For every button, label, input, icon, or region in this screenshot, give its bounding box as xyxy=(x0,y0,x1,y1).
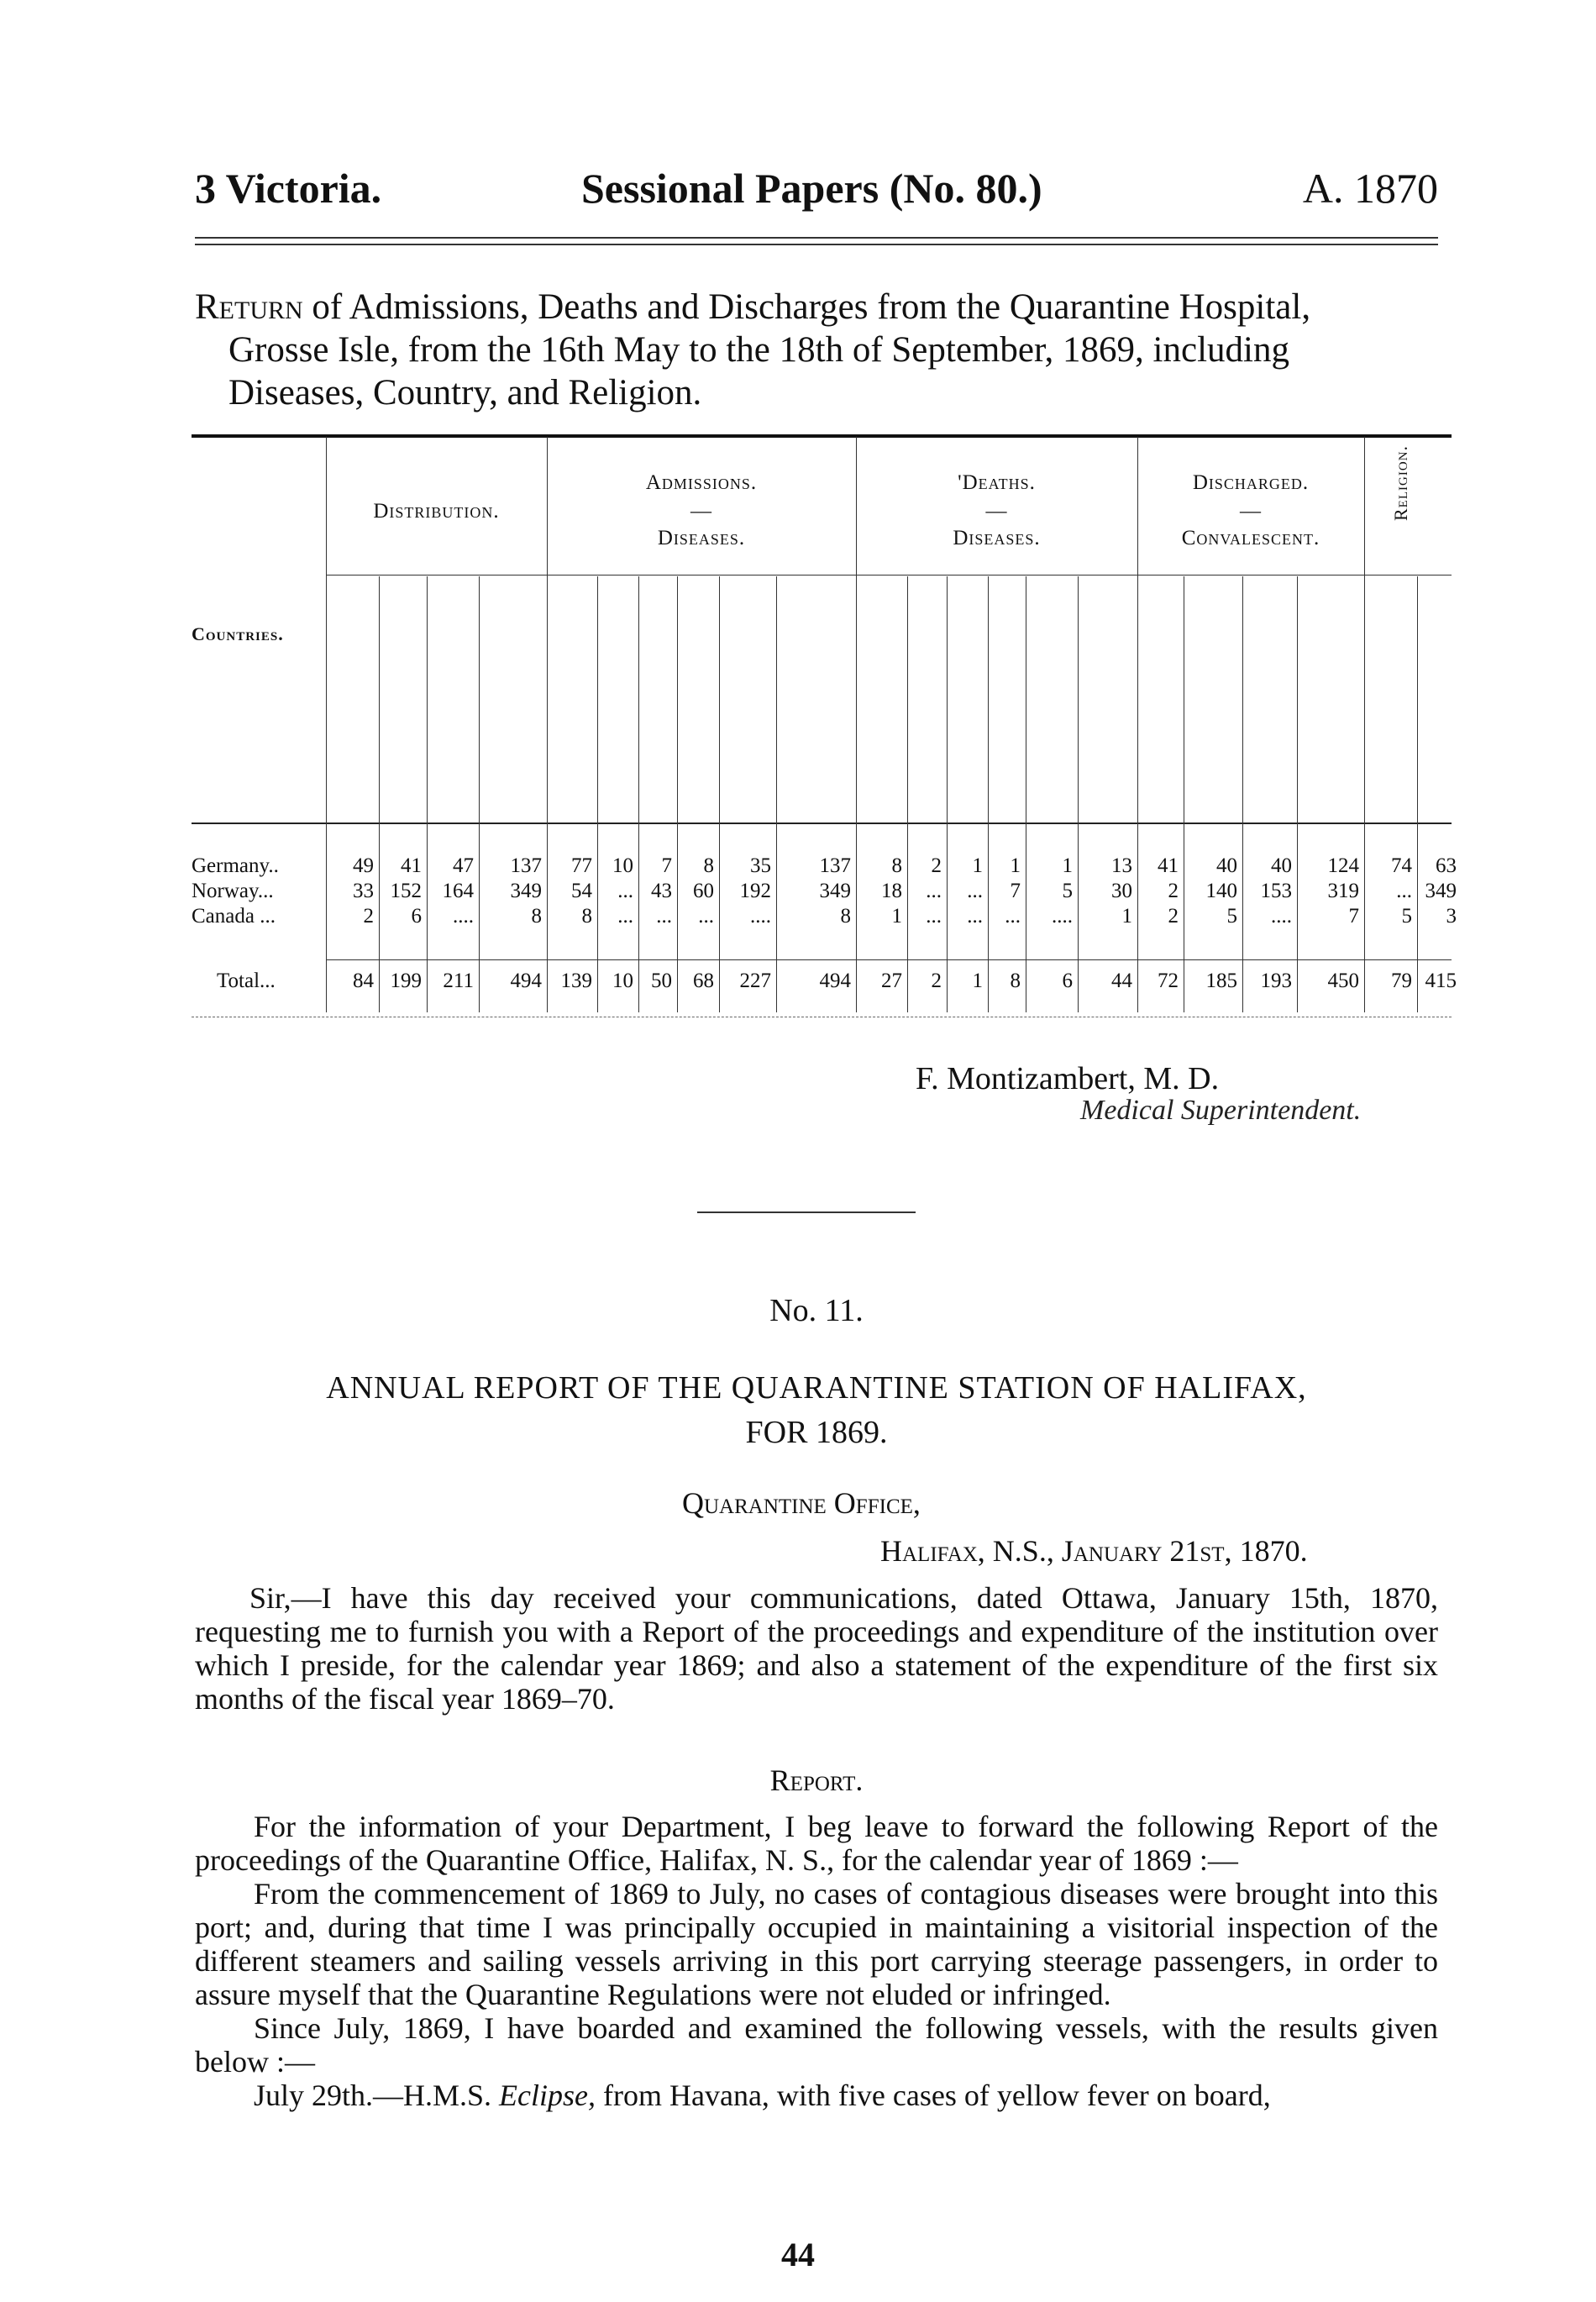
column-rule xyxy=(947,576,948,1012)
data-row-cell: 7 xyxy=(661,854,672,877)
data-row-cell: 5 xyxy=(1062,880,1073,902)
header-year: A. 1870 xyxy=(1302,165,1438,212)
data-row-cell: 3 xyxy=(1446,905,1457,928)
section-divider xyxy=(697,1211,916,1213)
data-row-cell: 349 xyxy=(1425,880,1457,902)
total-row-cell: 2 xyxy=(931,970,942,992)
column-rule xyxy=(1242,576,1243,1012)
data-row-cell: 1 xyxy=(972,854,983,877)
group-admissions-dash: — xyxy=(690,500,712,523)
data-row-cell: ... xyxy=(967,905,983,928)
data-row-cell: 5 xyxy=(1226,905,1237,928)
data-row-cell: .... xyxy=(1052,905,1073,928)
data-row-cell: .... xyxy=(750,905,771,928)
title-lead: Return xyxy=(195,287,303,327)
data-row-cell: .... xyxy=(1271,905,1292,928)
data-row-cell: 41 xyxy=(401,854,422,877)
row-canada-name: Canada ... xyxy=(192,905,276,928)
data-row-cell: 49 xyxy=(353,854,374,877)
header-session: 3 Victoria. xyxy=(195,165,382,212)
column-rule xyxy=(479,576,480,1012)
total-row-cell: 450 xyxy=(1327,970,1359,992)
header-rule-top xyxy=(195,237,1438,239)
total-row-cell: 139 xyxy=(560,970,592,992)
data-row-cell: ... xyxy=(617,880,633,902)
signature-name: F. Montizambert, M. D. xyxy=(916,1061,1220,1096)
total-row-cell: 8 xyxy=(1010,970,1021,992)
data-row-cell: ... xyxy=(926,880,942,902)
group-deaths: 'Deaths. xyxy=(958,471,1036,494)
data-row-cell: 6 xyxy=(411,905,422,928)
data-row-cell: 164 xyxy=(442,880,474,902)
column-rule xyxy=(427,576,428,1012)
data-row-cell: 7 xyxy=(1010,880,1021,902)
table-rule-header xyxy=(192,823,1452,824)
group-admissions: Admissions. xyxy=(645,471,758,494)
row-total-name: Total... xyxy=(217,970,276,992)
data-row-cell: 140 xyxy=(1205,880,1237,902)
data-row-cell: 18 xyxy=(881,880,902,902)
salutation-text: Sir,—I have this day received your communications, dated Ottawa, January 15th, 1870, requesting me to furnish you with a Report of the proceedings and expenditure of the institution over which I preside, for the calendar year 1869; and also a statement of the expenditure of the first six months of the fiscal year 1869–70. xyxy=(195,1581,1438,1716)
data-row-cell: 124 xyxy=(1327,854,1359,877)
column-rule xyxy=(638,576,639,1012)
total-row-cell: 193 xyxy=(1260,970,1292,992)
group-discharged-convalescent: Convalescent. xyxy=(1181,527,1320,549)
report-paragraph-2: From the commencement of 1869 to July, no cases of contagious diseases were brought into this port; and, during that time I was principally occupied in maintaining a visitorial inspection of the different steamers and sailing vessels arriving in this port carrying steerage passengers, in order to assure myself that the Quarantine Regulations were not eluded or infringed. xyxy=(195,1877,1438,2011)
report-body xyxy=(195,1810,1438,2112)
total-row-cell: 494 xyxy=(510,970,542,992)
data-row-cell: 2 xyxy=(931,854,942,877)
column-rule xyxy=(1297,576,1298,1012)
total-row-cell: 84 xyxy=(353,970,374,992)
data-row-cell: 8 xyxy=(531,905,542,928)
column-rule xyxy=(677,576,678,1012)
data-row-cell: ... xyxy=(617,905,633,928)
row-norway-name: Norway... xyxy=(192,880,274,902)
report-paragraph-4: July 29th.—H.M.S. Eclipse, from Havana, with five cases of yellow fever on board, xyxy=(254,2079,1271,2112)
data-row-cell: 33 xyxy=(353,880,374,902)
title-line3: Diseases, Country, and Religion. xyxy=(228,373,702,413)
data-row-cell: 137 xyxy=(819,854,851,877)
group-deaths-diseases: Diseases. xyxy=(953,527,1041,549)
title-line2: Grosse Isle, from the 16th May to the 18th of September, 1869, including xyxy=(228,330,1289,370)
total-row-cell: 227 xyxy=(739,970,771,992)
data-row-cell: 319 xyxy=(1327,880,1359,902)
report-paragraph-3: Since July, 1869, I have boarded and examined the following vessels, with the results given below :— xyxy=(195,2011,1438,2079)
data-row-cell: 192 xyxy=(739,880,771,902)
title-line1: of Admissions, Deaths and Discharges from the Quarantine Hospital, xyxy=(302,287,1311,327)
total-row-cell: 10 xyxy=(612,970,633,992)
data-row-cell: 40 xyxy=(1216,854,1237,877)
salutation-paragraph xyxy=(195,1581,1438,1716)
data-row-cell: 1 xyxy=(1062,854,1073,877)
data-row-cell: 77 xyxy=(571,854,592,877)
total-row-cell: 79 xyxy=(1391,970,1412,992)
data-row-cell: 2 xyxy=(1168,905,1179,928)
countries-label: Countries. xyxy=(192,623,284,644)
data-row-cell: 5 xyxy=(1401,905,1412,928)
data-row-cell: ... xyxy=(967,880,983,902)
data-row-cell: 349 xyxy=(819,880,851,902)
data-row-cell: 41 xyxy=(1158,854,1179,877)
data-row-cell: 2 xyxy=(363,905,374,928)
data-row-cell: 35 xyxy=(750,854,771,877)
data-row-cell: ... xyxy=(656,905,672,928)
data-row-cell: ... xyxy=(1005,905,1021,928)
table-title xyxy=(195,286,1438,414)
column-rule xyxy=(776,576,777,1012)
data-row-cell: 7 xyxy=(1348,905,1359,928)
column-rule xyxy=(988,576,989,1012)
data-row-cell: 74 xyxy=(1391,854,1412,877)
report-heading-line2: FOR 1869. xyxy=(745,1415,888,1450)
total-row-cell: 50 xyxy=(651,970,672,992)
total-row-cell: 185 xyxy=(1205,970,1237,992)
data-row-cell: 2 xyxy=(1168,880,1179,902)
column-rule xyxy=(1078,576,1079,1012)
report-section-heading: Report. xyxy=(769,1763,864,1797)
column-rule xyxy=(1417,576,1418,1012)
data-row-cell: 137 xyxy=(510,854,542,877)
data-row-cell: ... xyxy=(1396,880,1412,902)
table-rule-total xyxy=(326,959,1452,960)
data-row-cell: 63 xyxy=(1436,854,1457,877)
total-row-cell: 27 xyxy=(881,970,902,992)
table-rule-groups xyxy=(326,575,1452,576)
group-religion: Religion. xyxy=(1390,445,1411,521)
column-rule xyxy=(379,576,380,1012)
running-header xyxy=(195,164,1438,214)
total-row-cell: 494 xyxy=(819,970,851,992)
total-row-cell: 68 xyxy=(693,970,714,992)
column-rule xyxy=(597,576,598,1012)
data-row-cell: ... xyxy=(698,905,714,928)
data-row-cell: 1 xyxy=(891,905,902,928)
total-row-cell: 72 xyxy=(1158,970,1179,992)
data-row-cell: 54 xyxy=(571,880,592,902)
signature-title: Medical Superintendent. xyxy=(1080,1095,1362,1126)
data-row-cell: 8 xyxy=(581,905,592,928)
table-rule-top xyxy=(192,434,1452,438)
data-row-cell: 1 xyxy=(1121,905,1132,928)
report-office: Quarantine Office, xyxy=(682,1486,921,1520)
report-place-date: Halifax, N.S., January 21st, 1870. xyxy=(880,1534,1308,1568)
group-discharged: Discharged. xyxy=(1192,471,1310,494)
data-row-cell: 40 xyxy=(1271,854,1292,877)
data-row-cell: 1 xyxy=(1010,854,1021,877)
data-row-cell: 8 xyxy=(703,854,714,877)
header-rule-bottom xyxy=(195,244,1438,245)
data-row-cell: 60 xyxy=(693,880,714,902)
total-row-cell: 6 xyxy=(1062,970,1073,992)
total-row-cell: 1 xyxy=(972,970,983,992)
total-row-cell: 211 xyxy=(443,970,474,992)
column-rule xyxy=(719,576,720,1012)
header-sessional-papers: Sessional Papers (No. 80.) xyxy=(581,165,1042,212)
column-rule xyxy=(907,576,908,1012)
data-row-cell: .... xyxy=(453,905,474,928)
data-row-cell: 47 xyxy=(453,854,474,877)
data-row-cell: 10 xyxy=(612,854,633,877)
total-row-cell: 44 xyxy=(1111,970,1132,992)
data-row-cell: ... xyxy=(926,905,942,928)
group-discharged-dash: — xyxy=(1240,500,1262,523)
page-number: 44 xyxy=(781,2236,815,2273)
row-germany-name: Germany.. xyxy=(192,854,279,877)
data-row-cell: 153 xyxy=(1260,880,1292,902)
data-row-cell: 152 xyxy=(390,880,422,902)
group-distribution: Distribution. xyxy=(373,500,500,523)
data-row-cell: 349 xyxy=(510,880,542,902)
report-heading-line1: ANNUAL REPORT OF THE QUARANTINE STATION OF HALIFAX, xyxy=(326,1370,1307,1406)
data-row-cell: 30 xyxy=(1111,880,1132,902)
data-row-cell: 8 xyxy=(840,905,851,928)
total-row-cell: 199 xyxy=(390,970,422,992)
report-paragraph-1: For the information of your Department, I beg leave to forward the following Report of the proceedings of the Quarantine Office, Halifax, N. S., for the calendar year of 1869 :— xyxy=(195,1810,1438,1877)
group-deaths-dash: — xyxy=(985,500,1008,523)
total-row-cell: 415 xyxy=(1425,970,1457,992)
report-number: No. 11. xyxy=(769,1293,864,1328)
data-row-cell: 13 xyxy=(1111,854,1132,877)
data-row-cell: 8 xyxy=(891,854,902,877)
data-row-cell: 43 xyxy=(651,880,672,902)
group-admissions-diseases: Diseases. xyxy=(657,527,746,549)
